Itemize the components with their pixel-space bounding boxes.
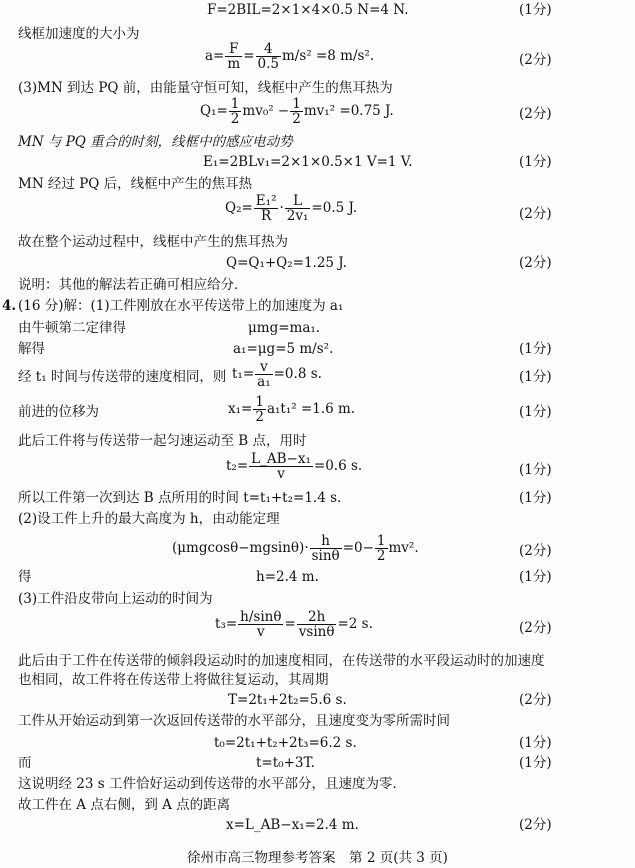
fraction-numerator: 1 (230, 96, 240, 112)
distance-equation: x=L_AB−x₁=2.4 m. (226, 817, 359, 833)
acceleration-a1-equation: a₁=μg=5 m/s². (233, 341, 334, 357)
fraction-numerator: 1 (292, 96, 301, 112)
height-equation: h=2.4 m. (256, 569, 319, 585)
text-line: 得 (18, 569, 32, 585)
fraction-denominator: 2v₁ (286, 208, 309, 224)
score-mark: (1分) (519, 154, 552, 170)
fraction-numerator: h/sinθ (240, 609, 282, 625)
total-heat-equation: Q=Q₁+Q₂=1.25 J. (226, 255, 347, 271)
fraction-denominator: 2 (255, 409, 264, 425)
eq-part: mv². (388, 540, 419, 556)
score-mark: (2分) (519, 692, 552, 708)
score-mark: (2分) (519, 255, 552, 271)
force-equation: F=2BIL=2×1×4×0.5 N=4 N. (207, 2, 409, 18)
eq-part: =0− (342, 540, 374, 556)
fraction (285, 194, 311, 223)
fraction (290, 97, 303, 126)
text-line: 也相同，故工件将在传送带上将做往复运动，其周期 (18, 672, 329, 688)
score-mark: (1分) (519, 341, 552, 357)
eq-part: mv₁² =0.75 J. (303, 103, 394, 119)
period-equation: T=2t₁+2t₂=5.6 s. (228, 692, 347, 708)
score-mark: (1分) (519, 490, 552, 506)
score-mark: (2分) (519, 52, 552, 68)
fraction-numerator: 4 (256, 42, 281, 57)
eq-part: (μmgcosθ−mgsinθ)· (172, 540, 309, 556)
text-line: 故工件在 A 点右侧，到 A 点的距离 (18, 797, 231, 813)
fraction-denominator: v (256, 624, 265, 640)
fraction-numerator: L (285, 194, 311, 209)
fraction-denominator: 2 (292, 111, 301, 127)
text-line: 此后工件将与传送带一起匀速运动至 B 点，用时 (18, 433, 307, 449)
eq-part: =0.5 J. (311, 200, 358, 216)
fraction-denominator: R (261, 208, 272, 224)
fraction (254, 194, 279, 223)
text-line: 前进的位移为 (18, 404, 99, 420)
emf-equation: E₁=2BLv₁=2×1×0.5×1 V=1 V. (203, 154, 413, 170)
eq-part: =2 s. (337, 616, 373, 632)
text-line: 所以工件第一次到达 B 点所用的时间 t=t₁+t₂=1.4 s. (18, 490, 342, 506)
displacement-x1-equation (228, 395, 355, 424)
eq-part: m/s² =8 m/s². (281, 48, 375, 64)
score-mark: (2分) (519, 106, 552, 122)
time-t2-equation (226, 452, 362, 481)
fraction (253, 395, 266, 424)
fraction-denominator: m (227, 56, 241, 72)
fraction-numerator: F (225, 42, 242, 57)
time-t0-equation: t₀=2t₁+t₂+2t₃=6.2 s. (214, 735, 357, 751)
text-line: 工件从开始运动到第一次返回传送带的水平部分，且速度变为零所需时间 (18, 713, 450, 729)
time-t3-equation (215, 610, 373, 639)
question-number: 4. (2, 298, 17, 314)
fraction-denominator: v (277, 466, 285, 482)
text-line: 这说明经 23 s 工件恰好运动到传送带的水平部分，且速度为零． (18, 776, 406, 792)
score-mark: (1分) (519, 569, 552, 585)
fraction-denominator: 2 (230, 111, 240, 127)
total-time-equation: t=t₀+3T. (256, 755, 315, 771)
text-line: 此后由于工件在传送带的倾斜段运动时的加速度相同，在传送带的水平段运动时的加速度 (18, 653, 545, 669)
eq-part: t₁= (232, 366, 255, 382)
score-mark: (2分) (519, 206, 552, 222)
text-line: (2)设工件上升的最大高度为 h，由动能定理 (18, 511, 280, 527)
score-mark: (2分) (519, 543, 552, 559)
fraction (256, 42, 281, 71)
acceleration-equation (205, 42, 374, 71)
eq-part: mv₀² − (242, 103, 290, 119)
eq-part: a₁t₁² =1.6 m. (266, 401, 356, 417)
note-line: 说明：其他的解法若正确可相应给分． (18, 277, 248, 293)
score-mark: (2分) (519, 817, 552, 833)
eq-part: Q₁= (200, 103, 228, 119)
heat-q2-equation (225, 194, 357, 223)
fraction (255, 360, 272, 389)
eq-part: t₃= (215, 616, 238, 632)
text-line: MN 与 PQ 重合的时刻，线框中的感应电动势 (18, 134, 293, 150)
fraction-numerator: E₁² (255, 193, 277, 209)
fraction-numerator: 1 (376, 533, 386, 549)
fraction (297, 610, 337, 639)
fraction-numerator: 1 (255, 394, 264, 410)
text-line: 经 t₁ 时间与传送带的速度相同，则 (18, 369, 227, 385)
eq-part: =0.8 s. (273, 366, 322, 382)
text-line: 而 (18, 755, 32, 771)
fraction (225, 42, 242, 71)
fraction-numerator: h (310, 534, 342, 549)
eq-part: · (279, 200, 284, 216)
text-line: 故在整个运动过程中，线框中产生的焦耳热为 (18, 234, 288, 250)
text-line: (16 分)解：(1)工件刚放在水平传送带上的加速度为 a₁ (18, 298, 344, 314)
score-mark: (1分) (519, 369, 552, 385)
eq-part: Q₂= (225, 200, 253, 216)
fraction-denominator: a₁ (257, 374, 271, 390)
text-line: (3)MN 到达 PQ 前，由能量守恒可知，线框中产生的焦耳热为 (18, 80, 393, 96)
text-line: 线框加速度的大小为 (18, 26, 140, 42)
text-line: 解得 (18, 341, 45, 357)
fraction (238, 610, 283, 639)
heat-q1-equation (200, 97, 394, 126)
eq-part: = (243, 48, 255, 64)
fraction (229, 97, 242, 126)
fraction (375, 534, 388, 563)
fraction-numerator: L_AB−x₁ (251, 451, 311, 467)
eq-part: x₁= (228, 401, 253, 417)
text-line: 由牛顿第二定律得 (18, 320, 126, 336)
text-line: MN 经过 PQ 后，线框中产生的焦耳热 (18, 176, 253, 192)
fraction-numerator: v (255, 360, 272, 375)
eq-part: = (284, 616, 296, 632)
score-mark: (1分) (519, 404, 552, 420)
work-energy-equation (172, 534, 419, 563)
text-line: (3)工件沿皮带向上运动的时间为 (18, 591, 213, 607)
fraction-numerator: 2h (297, 610, 337, 625)
eq-part: =0.6 s. (313, 458, 363, 474)
score-mark: (2分) (519, 620, 552, 636)
fraction-denominator: sinθ (311, 548, 340, 564)
eq-part: t₂= (226, 458, 249, 474)
newton-equation: μmg=ma₁. (248, 320, 321, 336)
fraction-denominator: 2 (376, 548, 386, 564)
score-mark: (1分) (519, 735, 552, 751)
score-mark: (1分) (519, 755, 552, 771)
score-mark: (1分) (519, 2, 552, 18)
fraction (249, 452, 313, 481)
fraction-denominator: 0.5 (257, 56, 279, 72)
fraction (310, 534, 342, 563)
time-t1-equation (232, 360, 322, 389)
fraction-denominator: vsinθ (298, 624, 335, 640)
score-mark: (1分) (519, 462, 552, 478)
page-footer: 徐州市高三物理参考答案 第 2 页(共 3 页) (187, 850, 448, 866)
eq-part: a= (205, 48, 225, 64)
